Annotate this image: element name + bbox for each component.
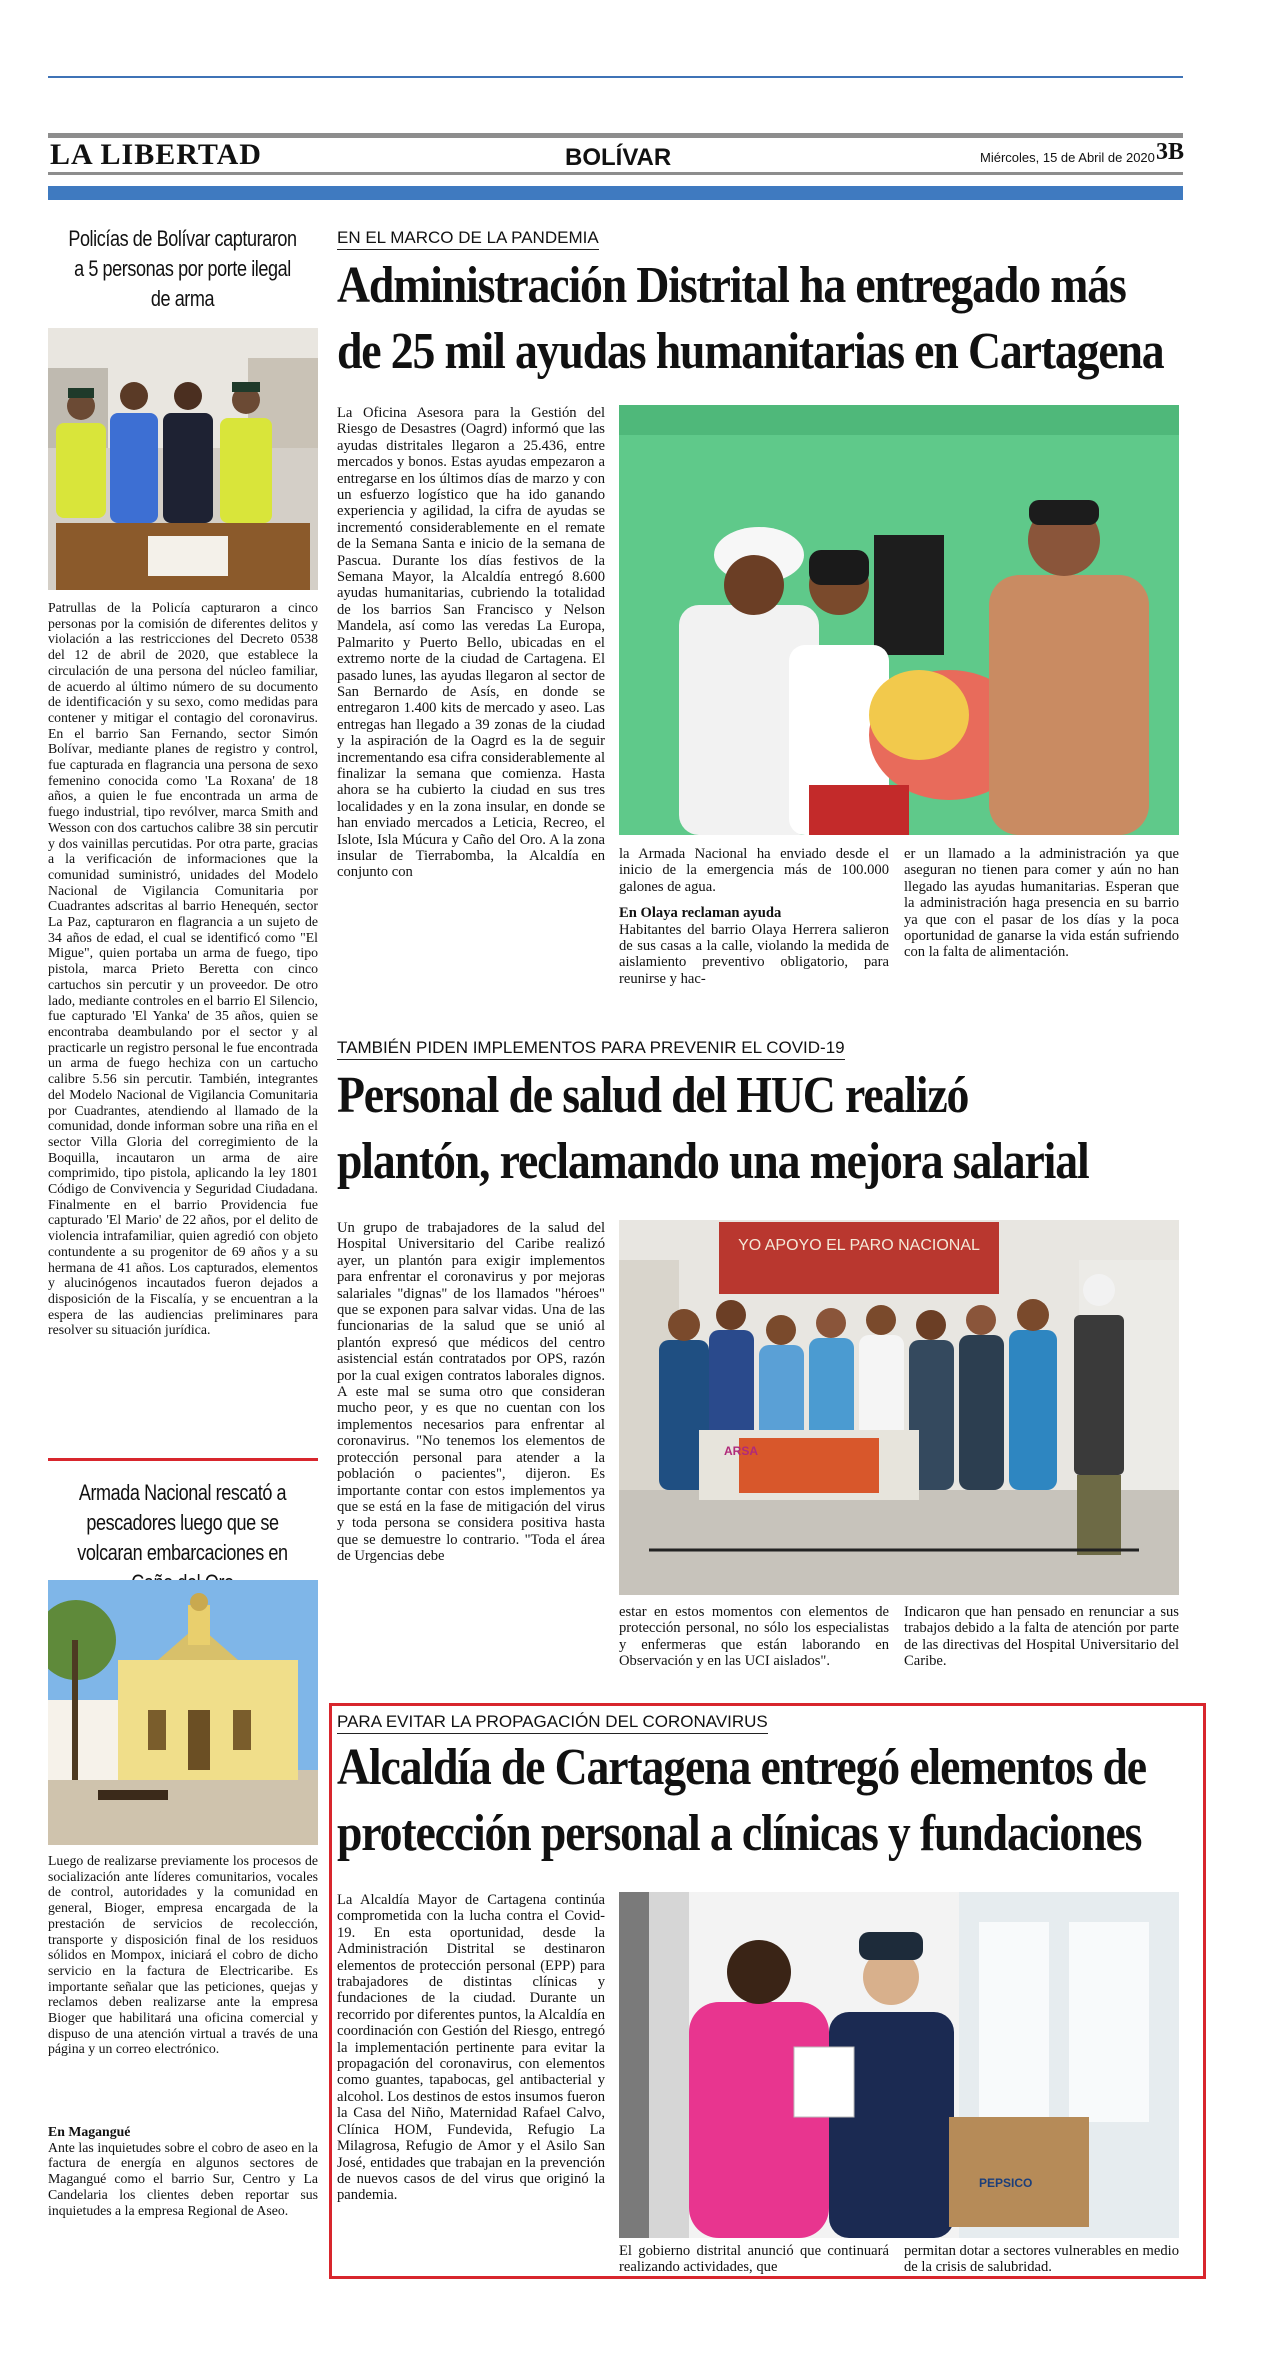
- article3-kicker: PARA EVITAR LA PROPAGACIÓN DEL CORONAVIRUS: [337, 1712, 768, 1734]
- article2-headline-line2: plantón, reclamando una mejora salarial: [337, 1133, 1089, 1190]
- masthead-rule-bottom: [48, 172, 1183, 175]
- article1-column2: [619, 846, 889, 987]
- side2-headline: Armada Nacional rescató a pescadores luego que se volcaran embarcaciones en: [77, 1480, 288, 1565]
- side1-headline: Policías de Bolívar capturaron a 5 personas por porte ilegal de arma: [68, 226, 297, 311]
- side2-subsection: [48, 2120, 318, 2218]
- article2-headline-line1: Personal de salud del HUC realizó: [337, 1067, 969, 1124]
- top-rule: [48, 76, 1183, 78]
- box-label: PEPSICO: [979, 2176, 1033, 2190]
- article3-headline-line1: Alcaldía de Cartagena entregó elementos de: [337, 1739, 1146, 1796]
- article3-column3: permitan dotar a sectores vulnerables en medio de la crisis de salubridad.: [904, 2243, 1179, 2276]
- article1-column2-text: la Armada Nacional ha enviado desde el inicio de la emergencia más de 100.000 galones de agua.: [619, 846, 889, 895]
- article1-column3: er un llamado a la administración ya que aseguran no tienen para comer y aún no han llegado las ayudas humanitarias. Esperan que la administración haga presencia en su barrio ya que con el pasar de los días y la poca oportunidad de ganarse la vida están sufriendo con la falta de alimentación.: [904, 846, 1179, 961]
- article2-photo: [619, 1220, 1179, 1595]
- article1-kicker: EN EL MARCO DE LA PANDEMIA: [337, 228, 599, 250]
- article2-kicker: TAMBIÉN PIDEN IMPLEMENTOS PARA PREVENIR EL COVID-19: [337, 1038, 845, 1060]
- article2-column1: Un grupo de trabajadores de la salud del Hospital Universitario del Caribe realizó ayer, un plantón para exigir implementos para enfrentar el coronavirus y por mejoras salariales "dignas" de los llamados "héroes" que se exponen para salvar vidas. Una de las funcionarias de la salud que se unió al plantón expresó que médicos del centro asistencial están contratados por OPS, razón por la cual exigen contratos laborales dignos. A este mal se suma otro que consideran mucho peor, y es que no cuentan con los implementos necesarios para enfrentar al coronavirus. "No tenemos los elementos de protección personal para atender a la población o pacientes", dijeron. Es importante contar con estos implementos ya que se está en la fase de mitigación del virus y toda persona se considera positiva hasta que se demuestre lo contrario. "Toda el área de Urgencias debe: [337, 1220, 605, 1565]
- side2-body2: Ante las inquietudes sobre el cobro de aseo en la factura de energía en algunos sectores de Magangué como el barrio Sur, Centro y La Candelaria los clientes deben reportar sus inquietudes a la empresa Regional de Aseo.: [48, 2139, 318, 2218]
- page-number: 3B: [1156, 139, 1185, 165]
- side-divider-red: [48, 1458, 318, 1461]
- article2-column2: estar en estos momentos con elementos de protección personal, no sólo los especialistas y enfermeras que están laborando en Observación y en las UCI aislados".: [619, 1604, 889, 1670]
- side2-photo: [48, 1580, 318, 1845]
- article1-column2b: Habitantes del barrio Olaya Herrera salieron de sus casas a la calle, violando la medida de aislamiento preventivo obligatorio, para reunirse y hac-: [619, 921, 889, 987]
- article1-column1: La Oficina Asesora para la Gestión del Riesgo de Desastres (Oagrd) informó que las ayudas distritales llegaron a 25.436, entre mercados y bonos. Estas ayudas empezaron a entregarse en los últimos días de marzo y con un esfuerzo logístico que ha ido ganando experiencia y agilidad, la cifra de ayudas se incrementó considerablemente en el remate de la Semana Santa e inicio de la semana de Pascua. Durante los días festivos de la Semana Mayor, la Alcaldía entregó 8.600 ayudas humanitarias, cubriendo la totalidad de los barrios San Francisco y Nelson Mandela, así como las veredas La Europa, Palmarito y Puerto Bello, ubicadas en el extremo norte de la ciudad de Cartagena. El pasado lunes, las ayudas llegaron al sector de San Bernardo de Asís, en donde se entregaron 1.400 kits de mercado y aseo. Las entregas han llegado a 39 zonas de la ciudad y la aspiración de la Oagrd es la de seguir incrementando esa cifra considerablemente al finalizar la semana que comienza. Hasta ahora se ha cubierto la ciudad en sus tres localidades y en la zona insular, en donde se han enviado mercados a Leticia, Recreo, el Islote, Isla Múcura y Caño del Oro. A la zona insular de Tierrabomba, la Alcaldía en conjunto con: [337, 405, 605, 881]
- section-name: BOLÍVAR: [565, 144, 672, 171]
- protest-banner: YO APOYO EL PARO NACIONAL: [738, 1237, 980, 1254]
- side1-photo: [48, 328, 318, 590]
- side2-subhead: En Magangué: [48, 2124, 131, 2139]
- side1-body: Patrullas de la Policía capturaron a cinco personas por la comisión de diferentes delitos y violación a las restricciones del Decreto 0538 del 12 de abril de 2020, que establece la circulación de una persona del núcleo familiar, de acuerdo al último número de su documento de identificación y su sexo, como medidas para contener y mitigar el contagio del coronavirus. En el barrio San Fernando, sector Simón Bolívar, mediante planes de registro y control, fue capturada en flagrancia una persona de sexo femenino conocida como 'La Roxana' de 18 años, a quien le fue encontrada un arma de fuego industrial, tipo revólver, marca Smith and Wesson con dos cartuchos calibre 38 sin percutir y dos vainillas percutidas. Por otra parte, gracias a la verificación de informaciones que la comunidad suministró, unidades del Modelo Nacional de Vigilancia Comunitaria por Cuadrantes adscritas al barrio Henequén, sector La Paz, capturaron en flagrancia a un sujeto de 34 años de edad, el cual se identificó como "El Migue", quien portaba un arma de fuego, tipo pistola, marca Prieto Beretta con cinco cartuchos sin percutir y un proveedor. De otro lado, mediante controles en el barrio El Silencio, fue capturado 'El Yanka' de 35 años, quien se encontraba deambulando por el sector y al practicarle un registro personal le fue encontrada un arma de fuego hechiza con un cartucho calibre 5.56 sin percutir. También, integrantes del Modelo Nacional de Vigilancia Comunitaria por Cuadrantes, atendiendo al llamado de la comunidad, donde informan sobre una riña en el sector Villa Gloria del corregimiento de la Boquilla, incautaron un arma de aire comprimido, tipo pistola, aplicando la ley 1801 Código de Convivencia y Seguridad Ciudadana. Finalmente en el barrio Providencia fue capturado 'El Mario' de 22 años, por el delito de violencia intrafamiliar, quien agredió con objeto contundente a su progenitor de 69 años y a su hermana de 41 años. Los capturados, elementos y alucinógenos incautados fueron dejados a disposición de la Fiscalía, y se encuentran a la espera de las audiencias preliminares para resolver su situación jurídica.: [48, 600, 318, 1338]
- issue-date: Miércoles, 15 de Abril de 2020: [980, 150, 1155, 165]
- article3-headline-line2: protección personal a clínicas y fundaciones: [337, 1805, 1142, 1862]
- masthead-blue-bar: [48, 186, 1183, 200]
- article1-subhead: En Olaya reclaman ayuda: [619, 905, 782, 922]
- protest-sign: ARSA: [724, 1444, 759, 1458]
- article1-headline-line2: de 25 mil ayudas humanitarias en Cartagena: [337, 323, 1164, 380]
- article3-column2: El gobierno distrital anunció que continuará realizando actividades, que: [619, 2243, 889, 2276]
- side2-body: Luego de realizarse previamente los procesos de socialización ante líderes comunitarios, vocales de control, autoridades y la comunidad en general, Bioger, empresa encargada de la prestación de servicios de recolección, transporte y disposición final de los residuos sólidos en Mompox, iniciará el cobro de dicho servicio en la factura de Electricaribe. Es importante señalar que las peticiones, quejas y reclamos deben realizarse ante la empresa Bioger que habilitará una oficina comercial y dispuso de una atención virtual a través de una página y un correo electrónico.: [48, 1853, 318, 2057]
- article2-column3: Indicaron que han pensado en renunciar a sus trabajos debido a la falta de atención por parte de las directivas del Hospital Universitario del Caribe.: [904, 1604, 1179, 1670]
- article1-photo: [619, 405, 1179, 835]
- article3-column1: La Alcaldía Mayor de Cartagena continúa comprometida con la lucha contra el Covid-19. En esta oportunidad, desde la Administración Distrital se destinaron elementos de protección personal (EPP) para trabajadores de distintas clínicas y fundaciones de la ciudad. Durante un recorrido por diferentes puntos, la Alcaldía en coordinación con Gestión del Riesgo, entregó la implementación pertinente para evitar la propagación del coronavirus, con elementos como guantes, tapabocas, gel antibacterial y alcohol. Los destinos de estos insumos fueron la Casa del Niño, Maternidad Rafael Calvo, Clínica HOM, Fundevida, Refugio La Milagrosa, Refugio de Amor y el Asilo San José, entidades que trabajan en la prevención de nuevos casos de del virus que originó la pandemia.: [337, 1892, 605, 2204]
- newspaper-name: LA LIBERTAD: [50, 138, 262, 171]
- article1-headline-line1: Administración Distrital ha entregado más: [337, 257, 1126, 314]
- article3-photo: [619, 1892, 1179, 2238]
